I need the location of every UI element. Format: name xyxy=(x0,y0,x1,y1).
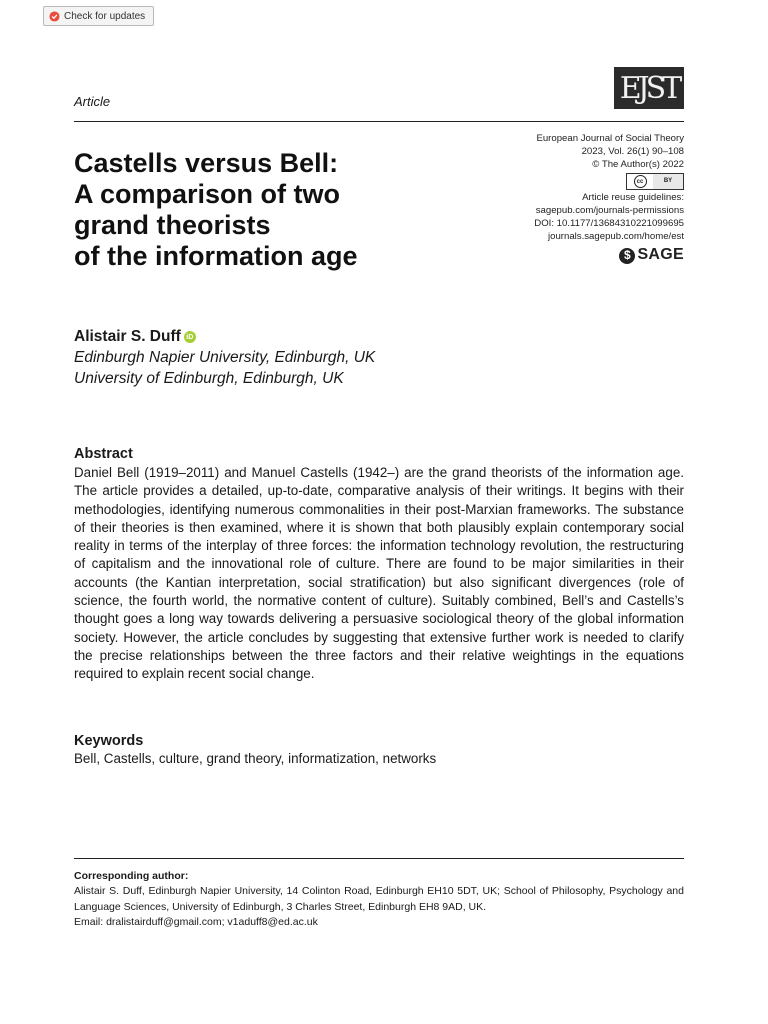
keywords-heading: Keywords xyxy=(74,733,144,749)
cc-license-badge[interactable] xyxy=(626,173,684,190)
reuse-guidelines-link[interactable]: sagepub.com/journals-permissions xyxy=(535,205,684,217)
journal-metadata xyxy=(424,133,684,264)
title-line: grand theorists xyxy=(74,210,271,240)
author-affiliation: Edinburgh Napier University, Edinburgh, UK xyxy=(74,349,376,366)
author-name: Alistair S. Duff xyxy=(74,328,181,345)
cc-icon: cc xyxy=(627,174,653,189)
journal-name: European Journal of Social Theory xyxy=(536,133,684,144)
check-for-updates-button[interactable] xyxy=(43,6,154,26)
corresponding-author-address: Alistair S. Duff, Edinburgh Napier University, 14 Colinton Road, Edinburgh EH10 5DT, UK; School of Philosophy, Psychology and Language Sciences, University of Edinburgh, 3 Charles Street, Edinburgh EH8 9AD, UK. xyxy=(74,885,684,913)
corresponding-author-heading: Corresponding author: xyxy=(74,870,189,882)
author-line xyxy=(74,328,196,346)
journal-logo: EJST xyxy=(614,67,684,109)
article-type-label: Article xyxy=(74,94,111,109)
header-divider xyxy=(74,121,684,122)
article-title xyxy=(74,148,474,272)
orcid-icon[interactable]: iD xyxy=(184,331,196,343)
title-line: Castells versus Bell: xyxy=(74,148,339,178)
title-line: of the information age xyxy=(74,241,358,271)
copyright-notice: © The Author(s) 2022 xyxy=(592,158,684,170)
doi[interactable]: DOI: 10.1177/13684310221099695 xyxy=(534,217,684,229)
check-for-updates-icon xyxy=(49,11,60,22)
corresponding-author-details xyxy=(74,884,684,931)
corresponding-author-email[interactable]: Email: dralistairduff@gmail.com; v1aduff8@ed.ac.uk xyxy=(74,916,318,928)
sage-logo xyxy=(619,248,684,264)
author-affiliation: University of Edinburgh, Edinburgh, UK xyxy=(74,370,344,387)
footnote-divider xyxy=(74,858,684,859)
journal-volume: 2023, Vol. 26(1) 90–108 xyxy=(581,145,684,157)
cc-by-icon: BY xyxy=(663,178,673,185)
abstract-heading: Abstract xyxy=(74,446,133,462)
abstract-text: Daniel Bell (1919–2011) and Manuel Castells (1942–) are the grand theorists of the information age. The article provides a detailed, up-to-date, comparative analysis of their writings. It begins with their methodologies, identifying numerous commonalities in their post-Marxian frameworks. The substance of their theories is then examined, where it is shown that both plausibly explain contemporary social reality in terms of the interplay of three forces: the information technology revolution, the restructuring of capitalism and the innovational role of culture. There are found to be major similarities in their accounts (the Kantian interpretation, social stratification) but also significant divergences (role of science, the fourth world, the normative content of culture). Suitably combined, Bell’s and Castells’s thought goes a long way towards delivering a persuasive sociological theory of the global information society. However, the article concludes by suggesting that extensive further work is needed to clarify the precise relationships between the three factors and their relative weightings in the equations required to explain recent social change. xyxy=(74,465,684,682)
sage-wordmark: SAGE xyxy=(637,246,684,264)
title-line: A comparison of two xyxy=(74,179,341,209)
sage-icon: $ xyxy=(619,248,635,264)
reuse-guidelines-label: Article reuse guidelines: xyxy=(582,192,684,204)
check-for-updates-label: Check for updates xyxy=(64,10,146,22)
journal-url[interactable]: journals.sagepub.com/home/est xyxy=(548,230,684,242)
keywords-text: Bell, Castells, culture, grand theory, informatization, networks xyxy=(74,751,437,766)
